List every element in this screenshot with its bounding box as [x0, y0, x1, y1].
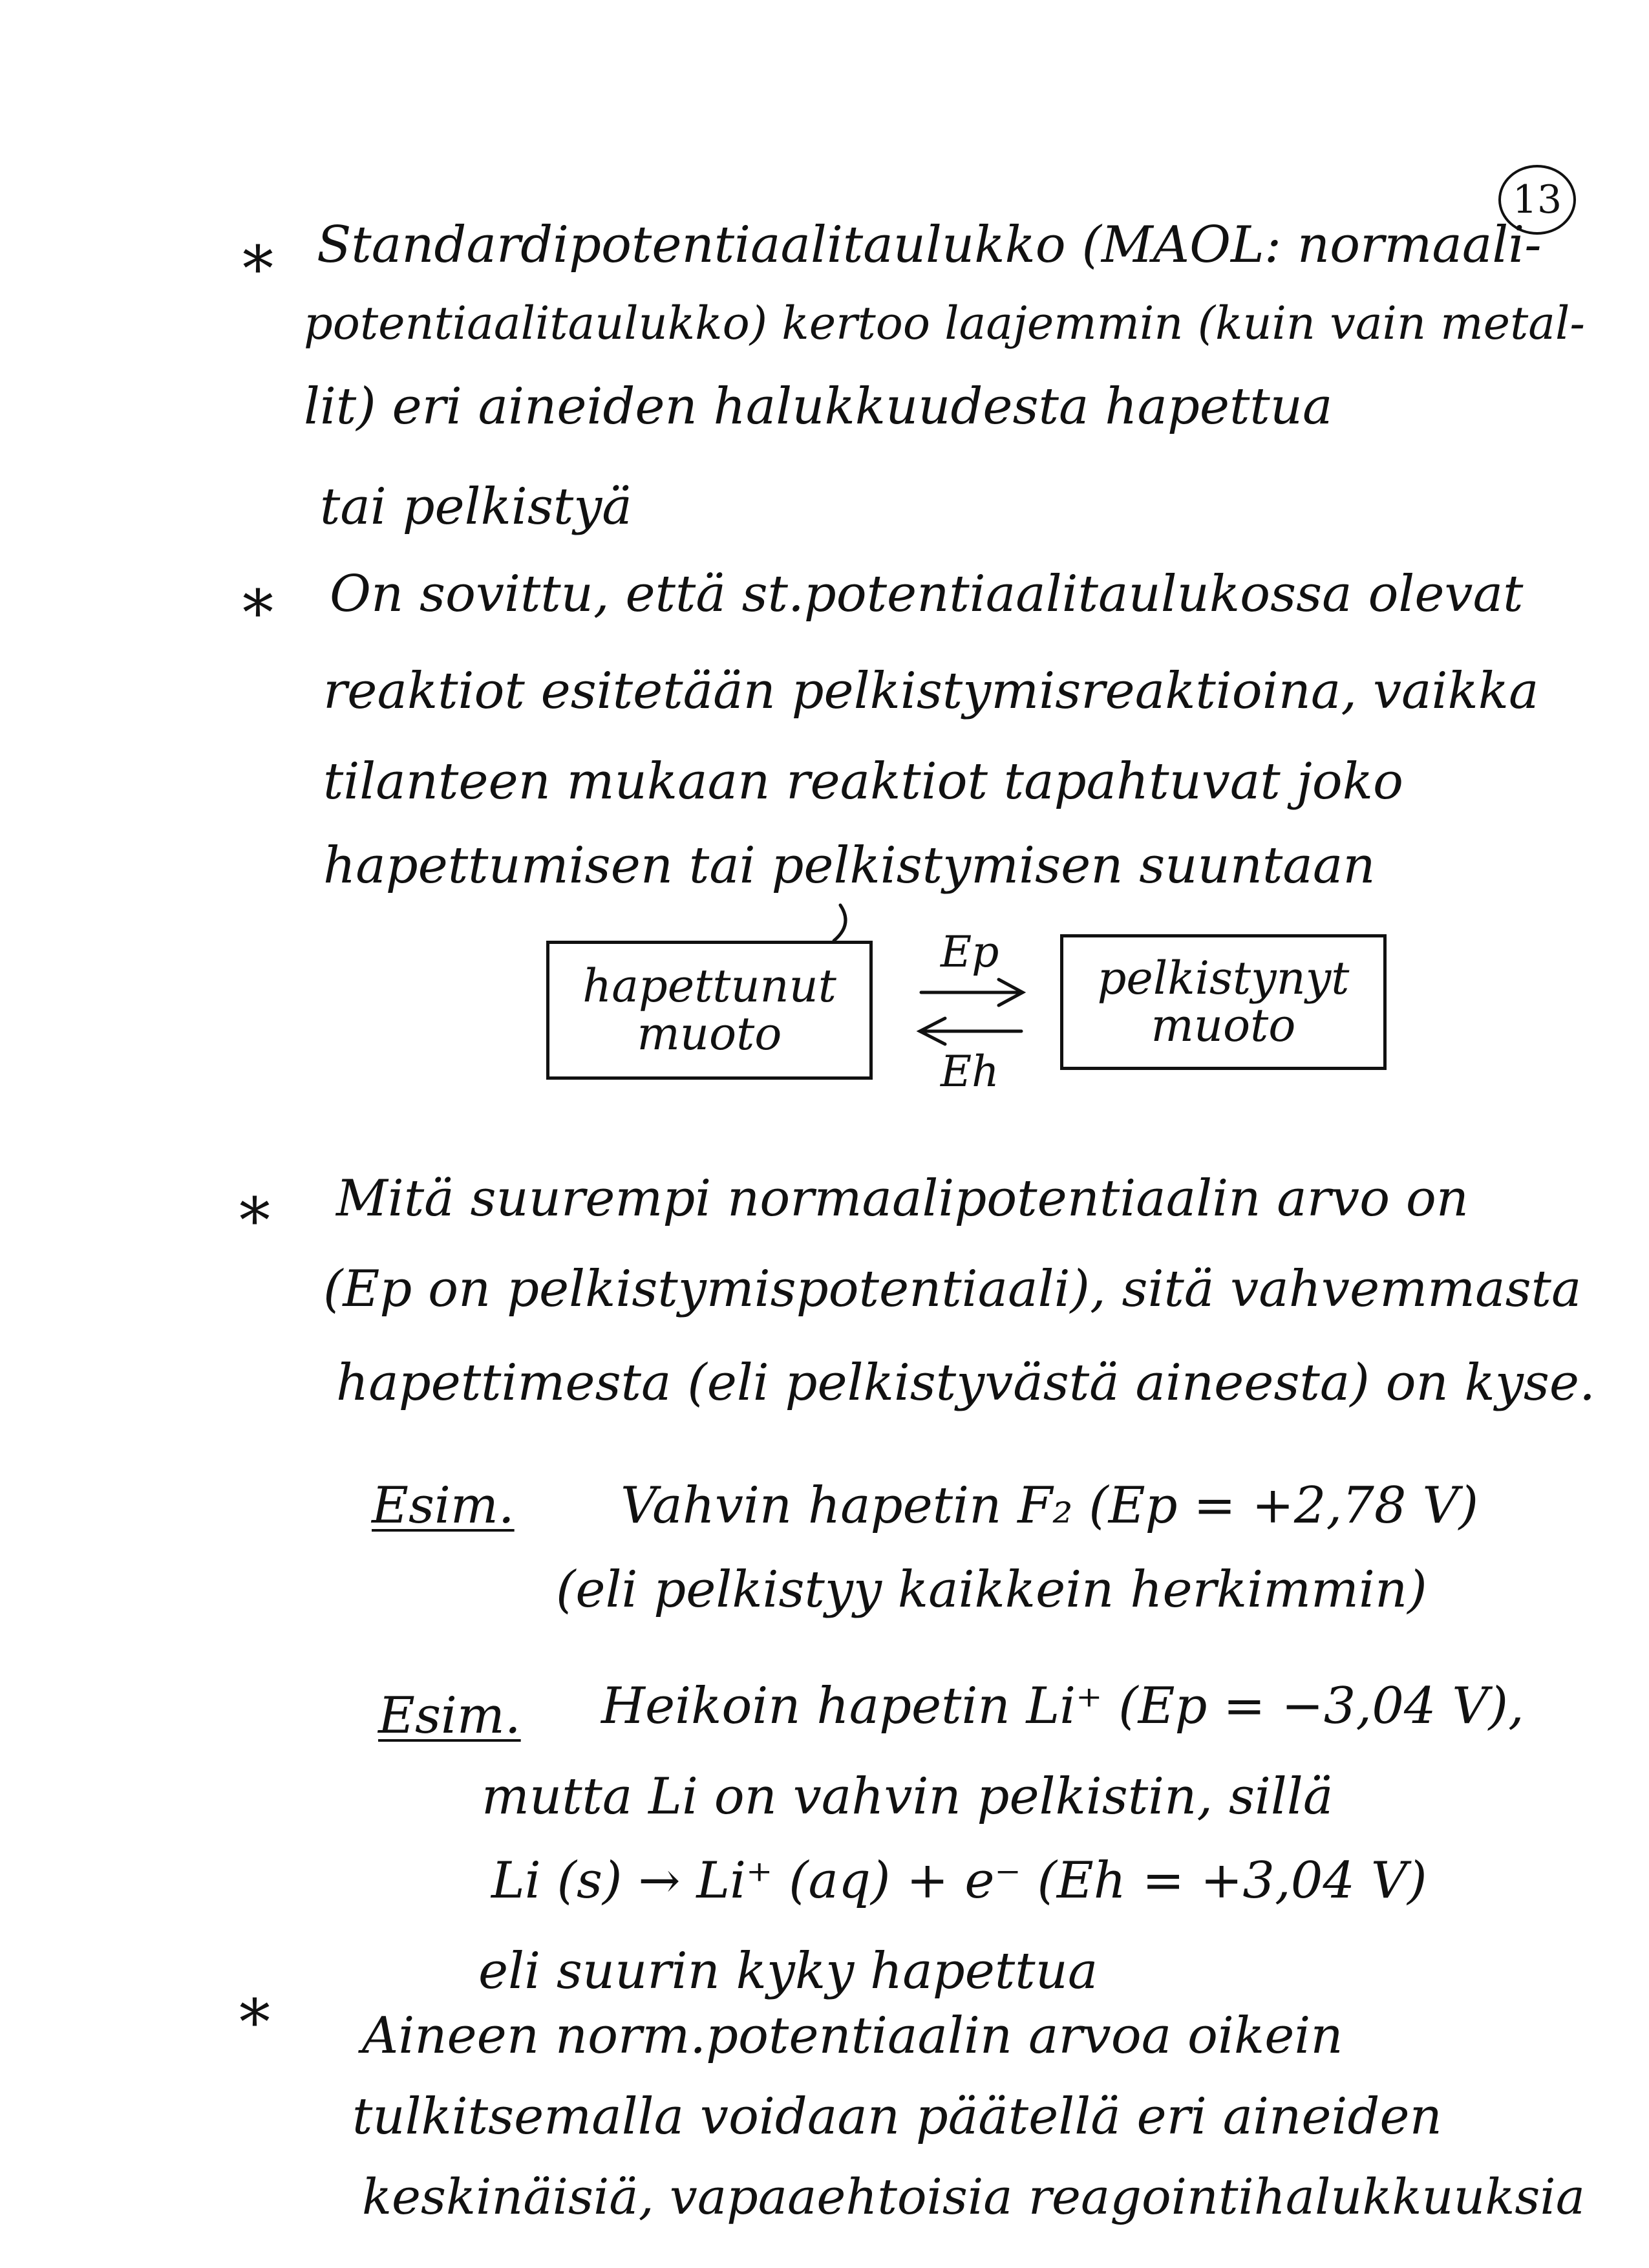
bullet1-line2: potentiaalitaulukko) kertoo laajemmin (kuin vain metal- — [304, 297, 1585, 350]
connector-stroke — [834, 905, 846, 941]
bullet-marker: * — [242, 233, 273, 305]
bullet2-line4: hapettumisen tai pelkistymisen suuntaan — [323, 837, 1376, 895]
page-number: 13 — [1498, 165, 1576, 235]
bullet3-line3: hapettimesta (eli pelkistyvästä aineesta) on kyse. — [336, 1354, 1595, 1412]
bullet4-line1: Aineen norm.potentiaalin arvoa oikein — [362, 2007, 1343, 2065]
bullet-marker: * — [239, 1986, 270, 2059]
right-box-line1: pelkistynyt — [1097, 951, 1350, 1005]
bullet2-line3: tilanteen mukaan reaktiot tapahtuvat joko — [323, 753, 1403, 811]
left-box-line1: hapettunut — [582, 959, 836, 1012]
bullet4-line3: keskinäisiä, vapaaehtoisia reagointihalukkuuksia — [362, 2168, 1586, 2225]
forward-arrow-label: Ep — [941, 927, 999, 977]
bullet-marker: * — [239, 1184, 270, 1257]
bullet2-line2: reaktiot esitetään pelkistymisreaktioina, vaikka — [323, 662, 1539, 720]
bullet4-line2: tulkitsemalla voidaan päätellä eri aineiden — [352, 2088, 1442, 2146]
example2-line1: Heikoin hapetin Li⁺ (Ep = −3,04 V), — [601, 1677, 1524, 1735]
example2-label: Esim. — [378, 1687, 521, 1745]
right-box-line2: muoto — [1151, 999, 1296, 1052]
example2-line2: mutta Li on vahvin pelkistin, sillä — [482, 1768, 1334, 1826]
bullet2-line1: On sovittu, että st.potentiaalitaulukossa olevat — [330, 565, 1524, 623]
example2-line3: Li (s) → Li⁺ (aq) + e⁻ (Eh = +3,04 V) — [491, 1852, 1427, 1910]
bullet1-line1: Standardipotentiaalitaulukko (MAOL: normaali- — [317, 216, 1542, 274]
left-box-line2: muoto — [637, 1007, 782, 1060]
example1-line2: (eli pelkistyy kaikkein herkimmin) — [556, 1561, 1427, 1619]
example1-label: Esim. — [372, 1477, 515, 1535]
bullet3-line2: (Ep on pelkistymispotentiaali), sitä vahvemmasta — [323, 1260, 1582, 1318]
bullet1-line3: lit) eri aineiden halukkuudesta hapettua — [304, 378, 1333, 436]
example2-line4: eli suurin kyky hapettua — [478, 1942, 1098, 2000]
backward-arrow-label: Eh — [941, 1047, 999, 1097]
example1-line1: Vahvin hapetin F₂ (Ep = +2,78 V) — [621, 1477, 1479, 1535]
bullet-marker: * — [242, 577, 273, 649]
bullet3-line1: Mitä suurempi normaalipotentiaalin arvo on — [336, 1170, 1469, 1228]
bullet1-line4: tai pelkistyä — [320, 478, 632, 536]
